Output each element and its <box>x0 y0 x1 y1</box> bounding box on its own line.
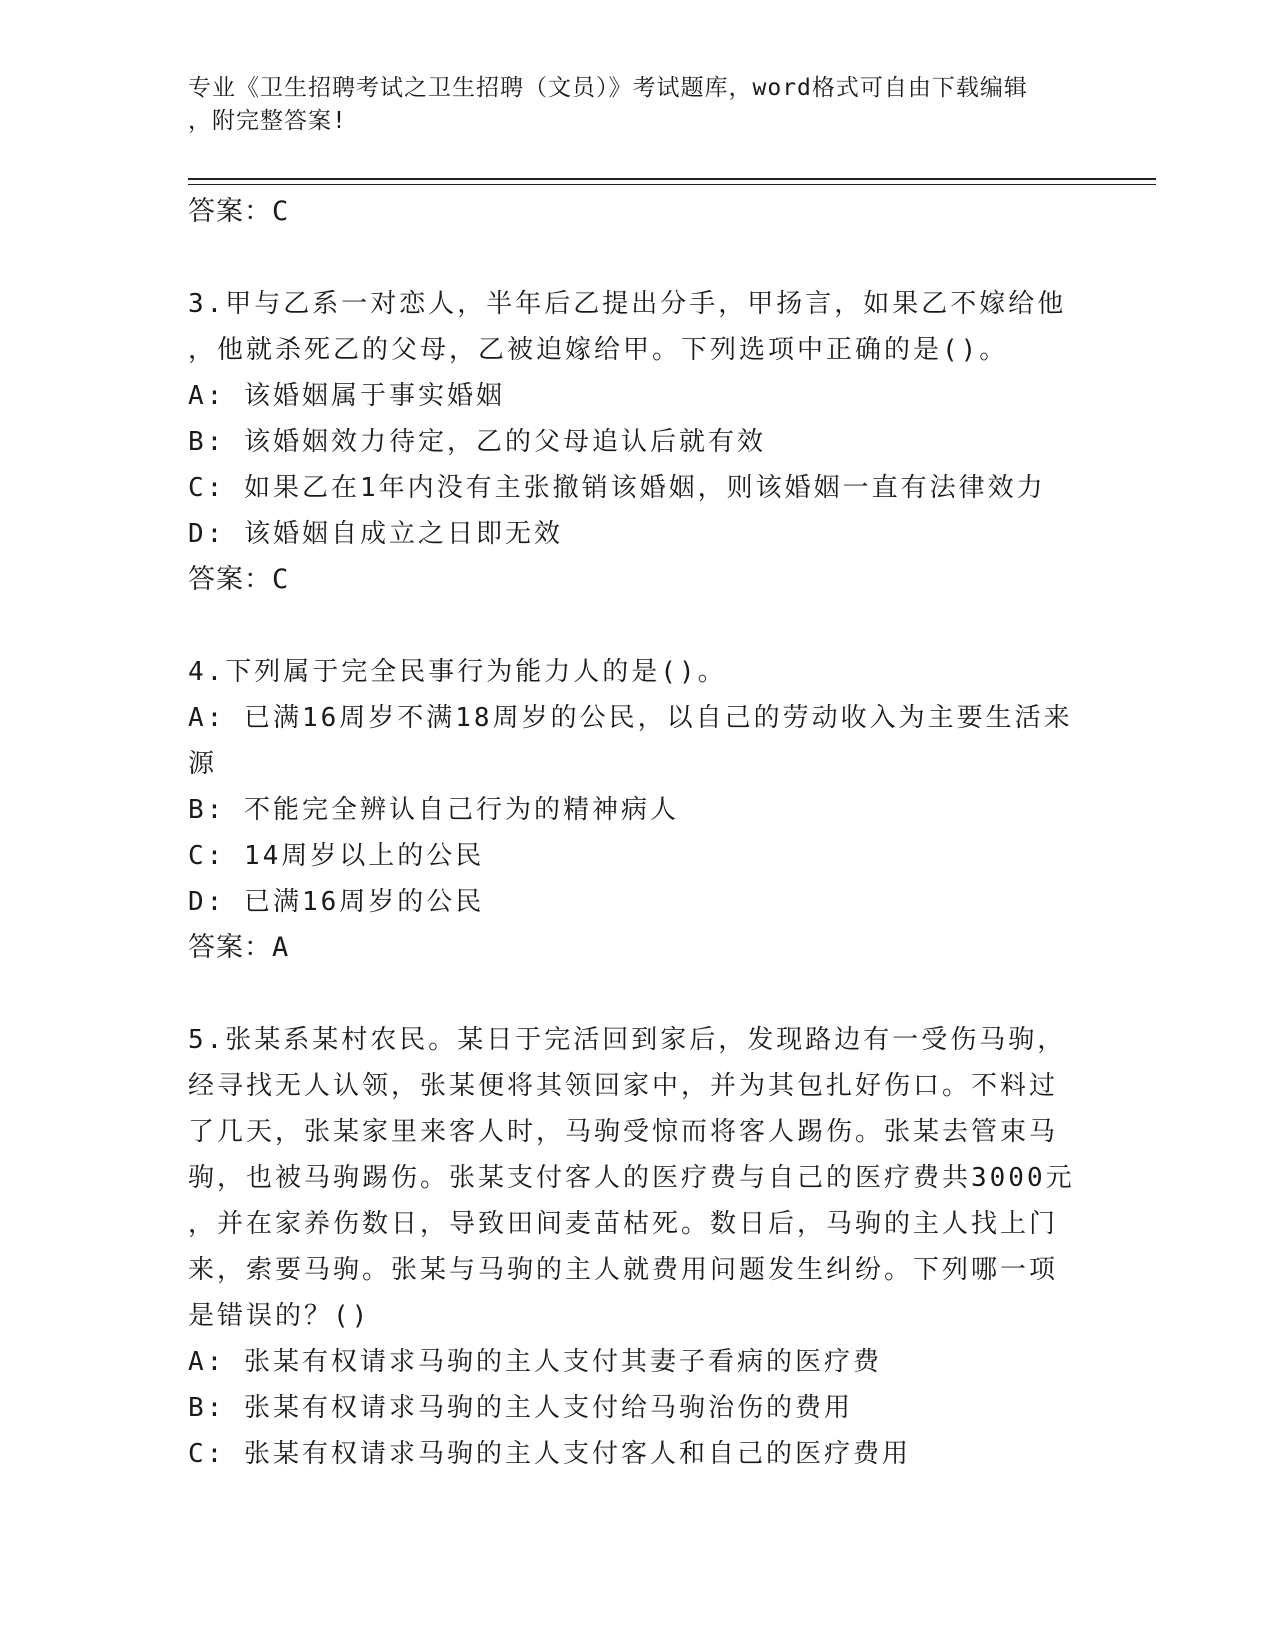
question-3-option-a: A: 该婚姻属于事实婚姻 <box>188 381 505 411</box>
question-4-option-c: C: 14周岁以上的公民 <box>188 841 485 871</box>
question-3-option-c: C: 如果乙在1年内没有主张撤销该婚姻，则该婚姻一直有法律效力 <box>188 473 1046 503</box>
question-3-stem-line: ，他就杀死乙的父母，乙被迫嫁给甲。下列选项中正确的是()。 <box>188 335 1009 365</box>
question-5-option-b: B: 张某有权请求马驹的主人支付给马驹治伤的费用 <box>188 1393 853 1423</box>
document-header <box>188 72 1088 138</box>
question-4-option-b: B: 不能完全辨认自己行为的精神病人 <box>188 795 679 825</box>
question-3-stem-line: 3.甲与乙系一对恋人，半年后乙提出分手，甲扬言，如果乙不嫁给他 <box>188 289 1067 319</box>
header-divider-thin <box>188 184 1156 185</box>
question-5-option-c: C: 张某有权请求马驹的主人支付客人和自己的医疗费用 <box>188 1439 911 1469</box>
question-3 <box>188 281 1088 603</box>
question-4-option-d: D: 已满16周岁的公民 <box>188 887 485 917</box>
question-5-stem-line: ，并在家养伤数日，导致田间麦苗枯死。数日后，马驹的主人找上门 <box>188 1209 1059 1239</box>
question-5 <box>188 1017 1088 1477</box>
question-4-answer: 答案：A <box>188 932 290 963</box>
question-5-stem-line: 5.张某系某村农民。某日于完活回到家后，发现路边有一受伤马驹， <box>188 1025 1067 1055</box>
question-5-stem-line: 驹，也被马驹踢伤。张某支付客人的医疗费与自己的医疗费共3000元 <box>188 1163 1075 1193</box>
header-line-1: 专业《卫生招聘考试之卫生招聘（文员）》考试题库，word格式可自由下载编辑 <box>188 75 1028 101</box>
question-3-option-b: B: 该婚姻效力待定，乙的父母追认后就有效 <box>188 427 766 457</box>
question-4 <box>188 649 1088 971</box>
question-4-option-a: A: 已满16周岁不满18周岁的公民，以自己的劳动收入为主要生活来 <box>188 703 1073 733</box>
question-5-stem-line: 是错误的？() <box>188 1301 371 1331</box>
question-list <box>188 189 1088 1477</box>
header-divider <box>188 178 1156 180</box>
question-3-answer: 答案：C <box>188 564 290 595</box>
question-5-option-a: A: 张某有权请求马驹的主人支付其妻子看病的医疗费 <box>188 1347 882 1377</box>
question-4-stem-line: 4.下列属于完全民事行为能力人的是()。 <box>188 657 727 687</box>
question-4-option-a-cont: 源 <box>188 749 218 779</box>
question-5-stem-line: 来，索要马驹。张某与马驹的主人就费用问题发生纠纷。下列哪一项 <box>188 1255 1059 1285</box>
question-5-stem-line: 经寻找无人认领，张某便将其领回家中，并为其包扎好伤口。不料过 <box>188 1071 1059 1101</box>
question-5-stem-line: 了几天，张某家里来客人时，马驹受惊而将客人踢伤。张某去管束马 <box>188 1117 1059 1147</box>
question-3-option-d: D: 该婚姻自成立之日即无效 <box>188 519 563 549</box>
answer-previous: 答案：C <box>188 196 290 227</box>
header-line-2: ，附完整答案! <box>188 108 347 134</box>
